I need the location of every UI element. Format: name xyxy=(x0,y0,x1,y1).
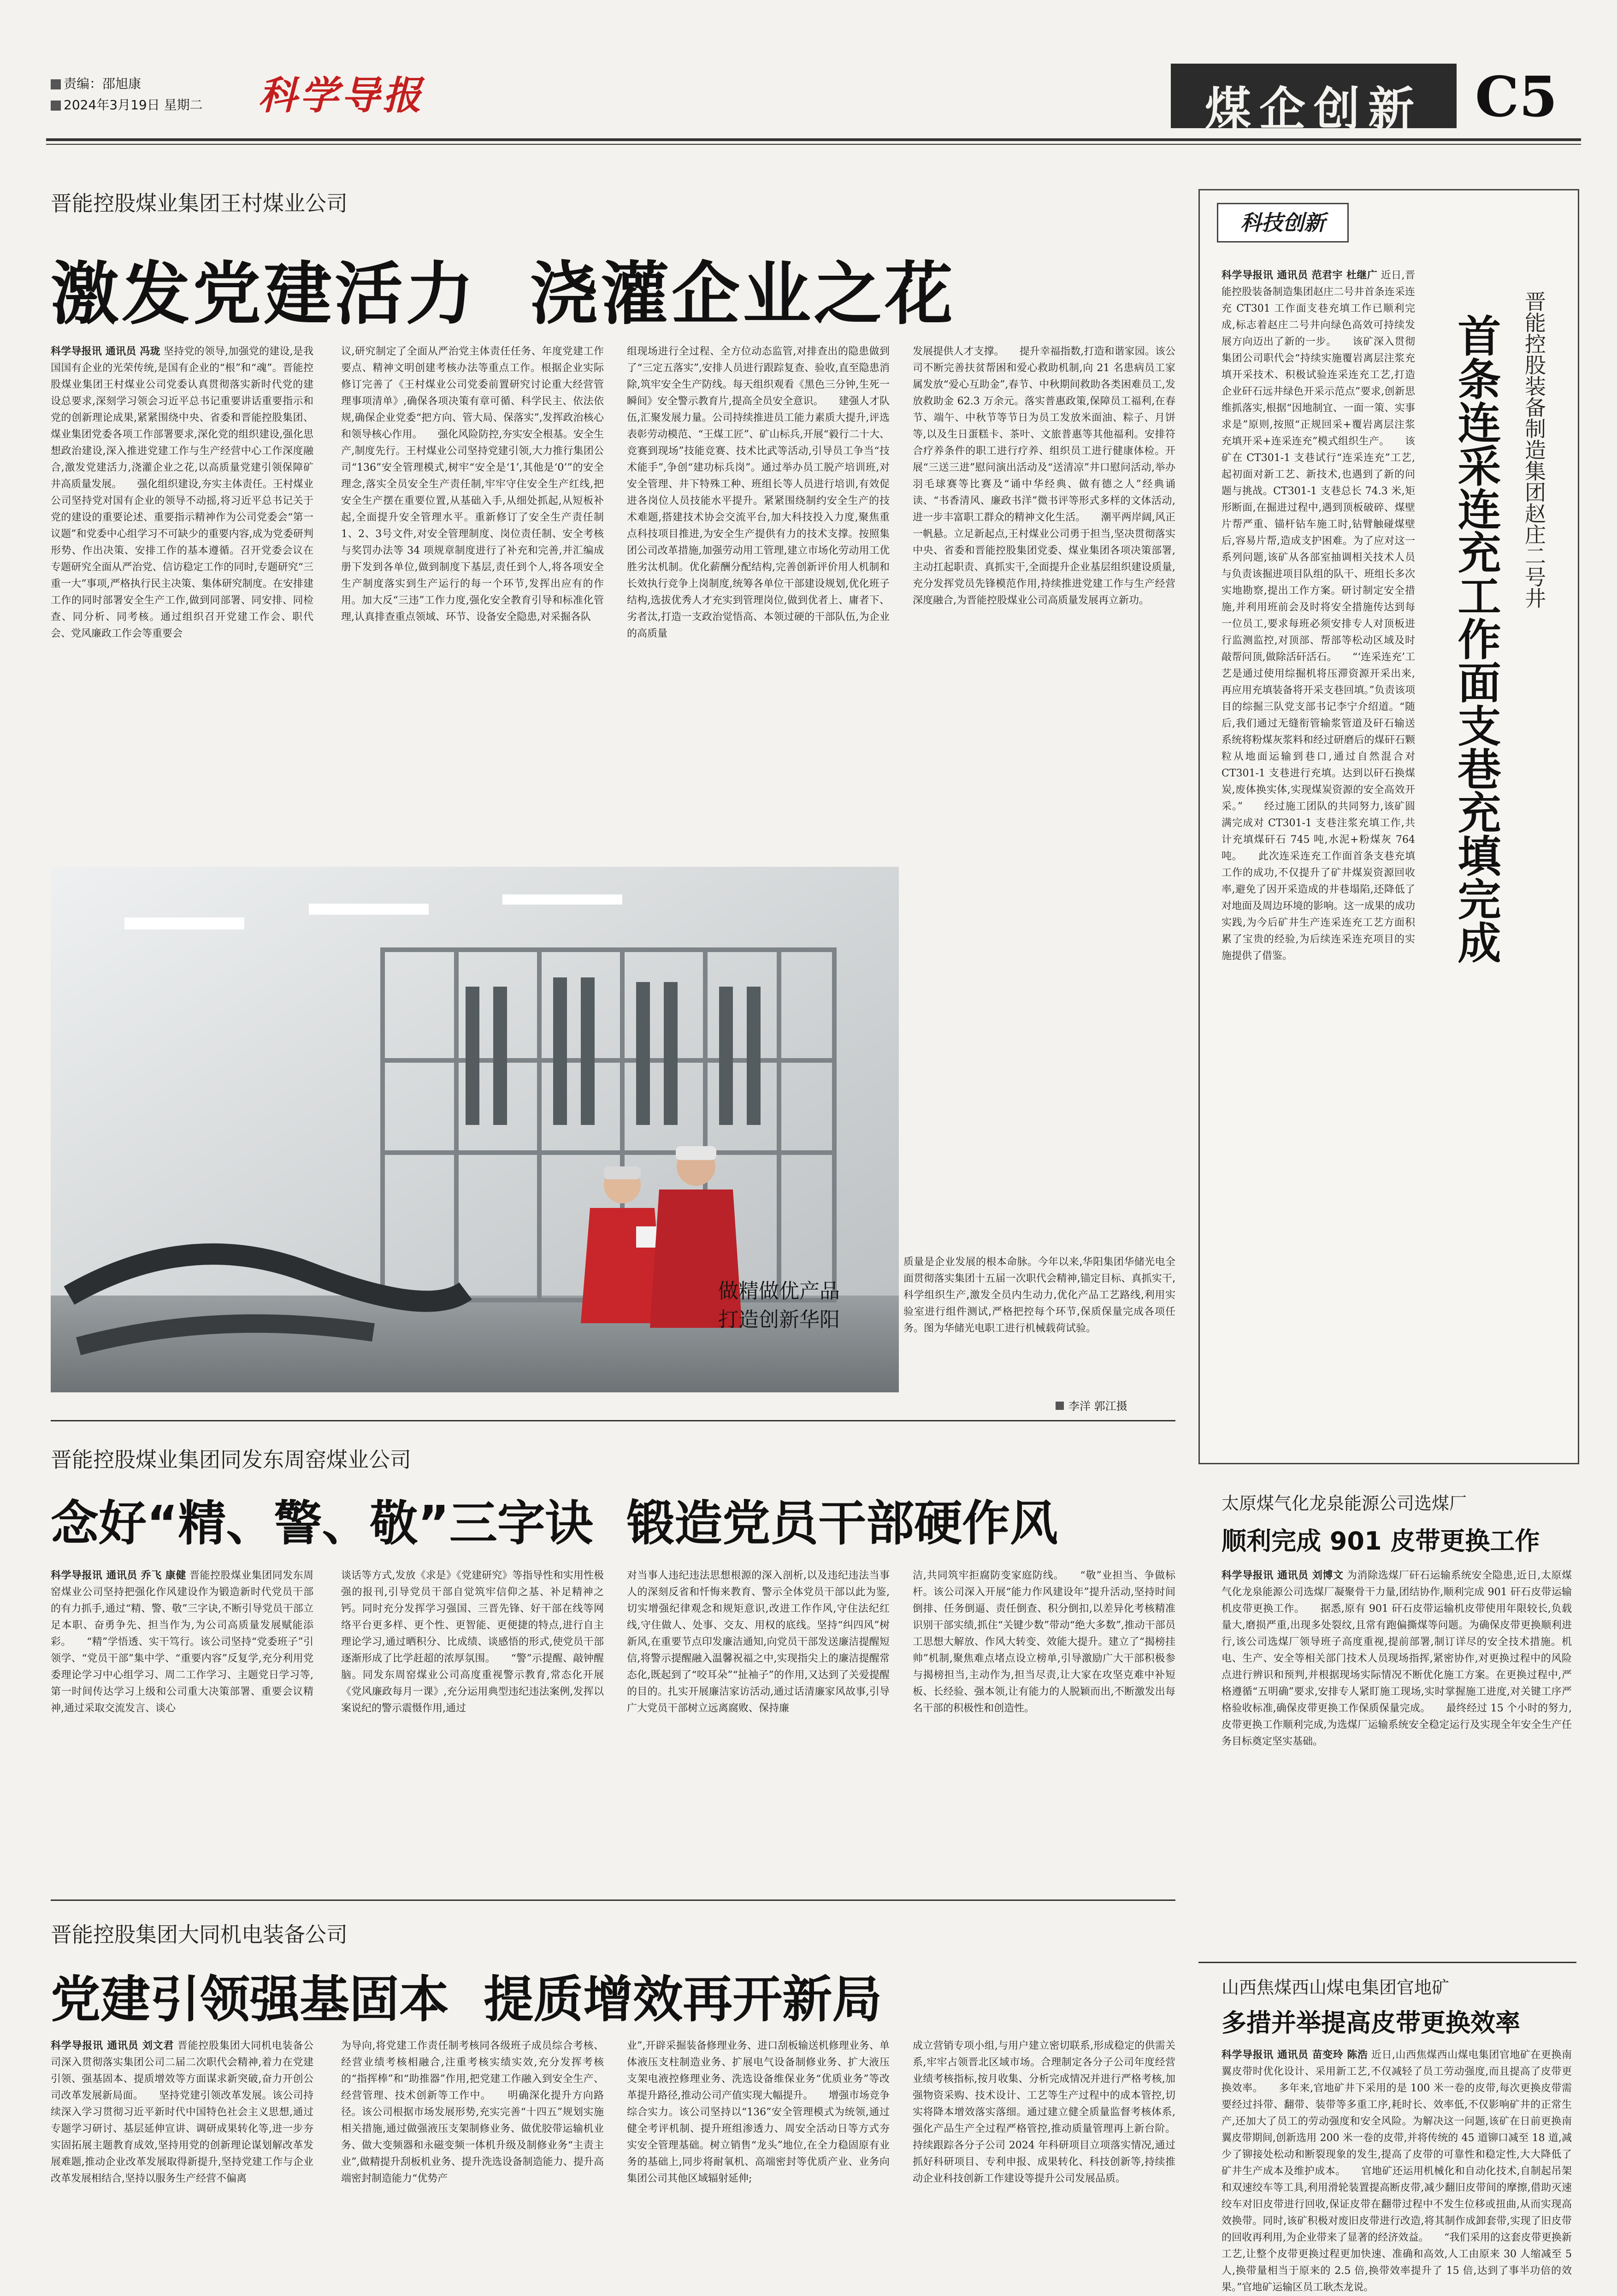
right-section-divider xyxy=(1198,1962,1576,1963)
article1-col1-text: 坚持党的领导,加强党的建设,是我国国有企业的光荣传统,是国有企业的“根”和“魂”。晋能控股煤业集团王村煤业公司党委认真贯彻落实新时代党的建设总要求,深刻学习领会习近平总书记重要讲话重要指示和党的创新理论成果,紧紧围绕中央、省委和晋能控股集团、煤业集团党委各项工作部署要求,深化党的组织建设,强化思想政治建设,深入推进党建工作与生产经营中心工作深度融合,激发党建活力,浇灌企业之花,以高质量党建引领保障矿井高质量发展。 强化组织建设,夯实主体责任。王村煤业公司坚持党对国有企业的领导不动摇,将习近平总书记关于党的建设的重要论述、重要指示精神作为公司党委会“第一议题”和党委中心组学习不可缺少的重要内容,成为党委研判形势、作出决策、安排工作的基本遵循。召开党委会议在专题研究全面从严治党、信访稳定工作的同时,专题研究“三重一大”事项,严格执行民主决策、集体研究制度。在安排建工作的同时部署安全生产工作,做到同部署、同安排、同检查、同分析、同考核。通过组织召开党建工作会、职代会、党风廉政工作会等重要会 xyxy=(51,346,313,639)
sidebar-byline: 科学导报讯 通讯员 范君宇 杜继广 xyxy=(1222,270,1378,281)
article3-kicker: 晋能控股集团大同机电装备公司 xyxy=(51,1922,348,1947)
editor-line: 责编：邵旭康 xyxy=(51,74,141,92)
right-article3-kicker: 山西焦煤西山煤电集团官地矿 xyxy=(1222,1977,1450,1998)
article1-column-1 xyxy=(51,343,313,855)
article2-column-3: 对当事人违纪违法思想根源的深入剖析,以及违纪违法当事人的深刻反省和忏悔来教育、警示全体党员干部以此为鉴,切实增强纪律观念和规矩意识,改进工作作风,守住法纪红线,守住做人、处事、交友、用权的底线。坚持“纠四风”树新风,在重要节点印发廉洁通知,向党员干部发送廉洁提醒短信,将警示提醒融入温馨祝福之中,实现指尖上的廉洁提醒常态化,既起到了“咬耳朵”“扯袖子”的作用,又达到了关爱提醒的目的。扎实开展廉洁家访活动,通过话清廉家风故事,引导广大党员干部树立远离腐败、保持廉 xyxy=(627,1570,890,1714)
section-title-box xyxy=(1171,64,1457,136)
article2-headline: 念好“精、警、敬”三字诀 锻造党员干部硬作风 xyxy=(51,1495,1058,1551)
article1-column-3: 组现场进行全过程、全方位动态监管,对排查出的隐患做到了“三定五落实”,安排人员进行跟踪复查、验收,直至隐患消除,筑牢安全生产防线。每天组织观看《黑色三分钟,生死一瞬间》安全警示教育片,提高全员安全意识。 建强人才队伍,汇聚发展力量。公司持续推进员工能力素质大提升,评选表彰劳动模范、“王煤工匠”、矿山标兵,开展“毅行二十大、竞赛到现场”技能竞赛、技术比武等活动,引导员工争当“技术能手”,争创“建功标兵岗”。通过举办员工脱产培训班,对安全管理、井下特殊工种、班组长等人员进行培训,有效促进各岗位人员技能水平提升。紧紧围绕制约安全生产的技术难题,搭建技术协会交流平台,加大科技投入力度,聚焦重点科技项目推进,为安全生产提供有力的技术支撑。按照集团公司改革措施,加强劳动用工管理,建立市场化劳动用工优胜劣汰机制。优化薪酬分配结构,完善创新评价用人机制和长效执行竞争上岗制度,统筹各单位干部建设规划,优化班子结构,选拔优秀人才充实到管理岗位,做到优者上、庸者下、劣者汰,打造一支政治觉悟高、本领过硬的干部队伍,为企业的高质量 xyxy=(627,346,890,639)
page-number: C5 xyxy=(1475,65,1558,130)
right-article2-kicker: 太原煤气化龙泉能源公司选煤厂 xyxy=(1222,1493,1467,1514)
section-divider xyxy=(51,1900,1175,1901)
sidebar-text-body: 近日,晋能控股装备制造集团赵庄二号井首条连采连充 CT301 工作面支巷充填工作已顺利完成,标志着赵庄二号井向绿色高效可持续发展方向迈出了新的一步。 该矿深入贯彻集团公司职代会“持续实施覆岩离层注浆充填开采技术、积极试验连采连充工艺,打造企业矸石远井绿色开采示范点”要求,创新思维抓落实,根据“因地制宜、一面一策、实事求是”原则,按照“正规回采+覆岩离层注浆充填开采+连采连充”模式组织生产。 该矿在 CT301-1 支巷试行“连采连充”工艺,起初面对新工艺、新技术,也遇到了新的问题与挑战。CT301-1 支巷总长 74.3 米,矩形断面,在掘进过程中,遇到顶板破碎、煤壁片帮严重、锚杆钻车施工时,钻臂触碰煤壁后,容易片帮,造成支护困难。为了应对这一系列问题,该矿从各部室抽调相关技术人员与负责该掘进项目队组的队干、班组长多次实地勘察,提出工作方案。研讨制定安全措施,并利用班前会及时将安全措施传达到每一位员工,要求每班必须安排专人对顶板进行监测监控,对顶部、帮部等松动区域及时敲帮问顶,做除活矸活石。 “‘连采连充’工艺是通过使用综掘机将压滞资源开采出来,再应用充填装备将开采支巷回填。”负责该项目的综掘三队党支部书记李宁介绍道。“随后,我们通过无缝衔管输浆管道及矸石输送系统将粉煤灰浆料和经过研磨后的煤矸石颗粒从地面运输到巷口,通过自然混合对 CT301-1 支巷进行充填。达到以矸石换煤炭,废体换实体,实现煤炭资源的安全高效开采。” 经过施工团队的共同努力,该矿圆满完成对 CT301-1 支巷注浆充填工作,共计充填煤矸石 745 吨,水泥+粉煤灰 764 吨。 此次连采连充工作面首条支巷充填工作的成功,不仅提升了矿井煤炭资源回收率,避免了因开采造成的井巷塌陷,还降低了对地面及周边环境的影响。这一成果的成功实践,为今后矿井生产连采连充工艺方面积累了宝贵的经验,为后续连采连充项目的实施提供了借鉴。 xyxy=(1222,270,1416,962)
photo-caption: 质量是企业发展的根本命脉。今年以来,华阳集团华储光电全面贯彻落实集团十五届一次职代会精神,锚定目标、真抓实干,科学组织生产,激发全员内生动力,优化产品工艺路线,利用实验室进行组件测试,严格把控每个环节,保质保量完成各项任务。图为华储光电职工进行机械载荷试验。 xyxy=(903,1256,1175,1334)
square-bullet-icon xyxy=(51,79,61,89)
article1-column-4: 发展提供人才支撑。 提升幸福指数,打造和谐家园。该公司不断完善扶贫帮困和爱心救助机制,向 21 名患病员工家属发放“爱心互助金”,春节、中秋期间救助各类困难员工,发放救助金 62.3 万余元。落实普惠政策,保障员工福利,在春节、端午、中秋节等节日为员工发放米面油、粽子、月饼等,以及生日蛋糕卡、茶叶、文旅普惠等其他福利。安排符合疗养条件的职工进行疗养、组织员工进行健康体检。开展“三送三进”慰问演出活动及“送清凉”井口慰问活动,举办羽毛球赛等比赛及“诵中华经典、做有德之人”经典诵读、“书香清风、廉政书洋”微书评等形式多样的文体活动,进一步丰富职工群众的精神文化生活。 潮平两岸阔,风正一帆悬。立足新起点,王村煤业公司勇于担当,坚决贯彻落实中央、省委和晋能控股集团党委、煤业集团各项决策部署,主动扛起职责、真抓实干,全面提升企业基层组织建设质量,充分发挥党员先锋模范作用,持续推进党建工作与生产经营深度融合,为晋能控股煤业公司高质量发展再立新功。 xyxy=(913,346,1175,606)
news-photo xyxy=(51,867,899,1392)
article3-column-2: 为导向,将党建工作责任制考核同各级班子成员综合考核、经营业绩考核相融合,注重考核实绩实效,充分发挥考核的“指挥棒”和“助推器”作用,把党建工作融入到安全生产、经营管理、技术创新等工作中。 明确深化提升方向路径。该公司根据市场发展形势,充实完善“十四五”规划实施相关措施,通过做强液压支架制修业务、做优胶带运输机业务、做大变频器和永磁变频一体机升级及制修业务“主责主业”,做精提升刮板机业务、提升洗选设备制造能力、提升高端密封制造能力“优势产 xyxy=(341,2040,604,2184)
right-article2-byline: 科学导报讯 通讯员 刘博文 xyxy=(1222,1570,1344,1581)
article2-column-4: 洁,共同筑牢拒腐防变家庭防线。 “敬”业担当、争做标杆。该公司深入开展“能力作风建设年”提升活动,坚持时间倒排、任务倒逼、责任倒查、积分倒扣,以差异化考核精准识别干部实绩,抓住“关键少数”带动“绝大多数”,推动干部员工思想大解放、作风大转变、效能大提升。建立了“揭榜挂帅”机制,聚焦难点堵点设立榜单,引导激励广大干部积极参与揭榜担当,主动作为,担当尽责,让大家在攻坚克难中补短板、长经验、强本领,让有能力的人脱颖而出,不断激发出每名干部的积极性和创造性。 xyxy=(913,1570,1175,1714)
article2-col1-text: 晋能控股煤业集团同发东周窑煤业公司坚持把强化作风建设作为锻造新时代党员干部的有力抓手,通过“精、警、敬”三字诀,不断引导党员干部立足本职、奋勇争先、担当作为,为公司高质量发展赋能添彩。 “精”学悟透、实干笃行。该公司坚持“党委班子”引领学、“党员干部”集中学、“重要内容”反复学,充分利用党委理论学习中心组学习、周二工作学习、主题党日学习等,第一时间传达学习上级和公司重大决策部署、重要会议精神,通过采取交流发言、谈心 xyxy=(51,1570,313,1714)
article3-col1-text: 晋能控股集团大同机电装备公司深入贯彻落实集团公司二届二次职代会精神,着力在党建引领、强基固本、提质增效等方面谋求新突破,奋力开创公司改革发展新局面。 坚持党建引领改革发展。该公司持续深入学习贯彻习近平新时代中国特色社会主义思想,通过专题学习研讨、基层延伸宣讲、调研成果转化等,进一步夯实固拓展主题教育成效,坚持用党的创新理论谋划解改革发展难题,推动企业改革发展取得新提升,坚持党建工作与企业改革发展相结合,坚持以服务生产经营不偏离 xyxy=(51,2040,313,2184)
article3-byline: 科学导报讯 通讯员 刘文君 xyxy=(51,2040,174,2052)
article2-column-1 xyxy=(51,1568,313,1890)
right-article3-body: 近日,山西焦煤西山煤电集团官地矿在更换南翼皮带时优化设计、采用新工艺,不仅减轻了员工劳动强度,而且提高了皮带更换效率。 多年来,官地矿井下采用的是 100 米一卷的皮带,每次更换皮带需要经过抖带、翻带、装带等多重工序,耗时长、效率低,不仅影响矿井的正常生产,还加大了员工的劳动强度和安全风险。为解决这一问题,该矿在日前更换南翼皮带期间,创新选用 200 米一卷的皮带,并将传统的 45 道铆口减至 18 道,减少了铆接处松动和断裂现象的发生,提高了皮带的可靠性和稳定性,大大降低了矿井生产成本及维护成本。 官地矿还运用机械化和自动化技术,自制起吊架和双速绞车等工具,利用滑轮装置提高断皮带,减少翻旧皮带间的摩擦,借助灭速绞车对旧皮带进行回收,保证皮带在翻带过程中不发生位移或扭曲,从而实现高效换带。同时,该矿积极对废旧皮带进行改造,将其制作成卸套带,实现了旧皮带的回收再利用,为企业带来了显著的经济效益。 “我们采用的这套皮带更换新工艺,让整个皮带更换过程更加快速、准确和高效,人工由原来 30 人缩减至 5 人,换带量相当于原来的 2.5 倍,换带效率提升了 15 倍,达到了事半功倍的效果。”官地矿运输区员工耿杰龙说。 xyxy=(1222,2049,1572,2293)
date-line: 2024年3月19日 星期二 xyxy=(51,95,203,113)
right-article2-headline: 顺利完成 901 皮带更换工作 xyxy=(1222,1527,1540,1556)
article3-column-3: 业”,开辟采掘装备修理业务、进口刮板输送机修理业务、单体液压支柱制造业务、扩展电气设备制修业务、扩大液压支架电液控修理业务、洗选设备维保业务“优质业务”等改革提升路径,推动公司产值实现大幅提升。 增强市场竞争综合实力。该公司坚持以“136”安全管理模式为统领,通过健全考评机制、提升班组渗透力、周安全活动日等方式夯实安全管理基础。树立销售“龙头”地位,在全力稳固原有业务的基础上,同步将耐氧机、高端密封等优质产业、业务向集团公司其他区域辐射延伸; xyxy=(627,2040,890,2184)
sidebar-kicker: 晋能控股装备制造集团赵庄二号井 xyxy=(1522,290,1546,609)
sidebar-headline: 首条连采连充工作面支巷充填完成 xyxy=(1450,314,1500,964)
section-divider xyxy=(51,1420,1175,1421)
article2-byline: 科学导报讯 通讯员 乔飞 康健 xyxy=(51,1570,186,1581)
right-article3-text xyxy=(1222,2047,1572,2293)
article1-headline: 激发党建活力 浇灌企业之花 xyxy=(51,254,956,334)
masthead-rule xyxy=(46,138,1581,141)
photo-credit: 李洋 郭江摄 xyxy=(1056,1397,1127,1413)
sidebar-label: 科技创新 xyxy=(1217,203,1349,243)
right-article3-byline: 科学导报讯 通讯员 苗变玲 陈浩 xyxy=(1222,2049,1368,2061)
article1-column-2: 议,研究制定了全面从严治党主体责任任务、年度党建工作要点、精神文明创建考核办法等重点工作。根据企业实际修订完善了《王村煤业公司党委前置研究讨论重大经营管理事项清单》,确保各项决策有章可循、科学民主、依法依规,确保企业党委“把方向、管大局、保落实”,发挥政治核心和领导核心作用。 强化风险防控,夯实安全根基。安全生产,制度先行。王村煤业公司坚持党建引领,大力推行集团公司“136”安全管理模式,树牢“安全是‘1’,其他是‘0’”的安全理念,落实全员安全生产责任制,牢牢守住安全生产红线,把安全生产摆在重要位置,从基础入手,从细处抓起,从短板补起,全面提升安全管理水平。重新修订了安全生产责任制1、2、3号文件,对安全管理制度、岗位责任制、安全考核与奖罚办法等 34 项规章制度进行了补充和完善,并汇编成册下发到各单位,做到制度下基层,责任到个人,将各项安全生产制度落实到生产运行的每一个环节,发挥出应有的作用。加大反“三违”工作力度,强化安全教育引导和标准化管理,认真排查重点领域、环节、设备安全隐患,对采掘各队 xyxy=(341,346,604,623)
photo-title-line-2: 打造创新华阳 xyxy=(718,1308,840,1331)
article1-kicker: 晋能控股煤业集团王村煤业公司 xyxy=(51,191,348,216)
right-article3-headline: 多措并举提高皮带更换效率 xyxy=(1222,2008,1520,2037)
section-title: 煤企创新 xyxy=(1205,82,1422,136)
article3-column-1 xyxy=(51,2038,313,2250)
photo-title xyxy=(668,1277,890,1334)
right-article2-text xyxy=(1222,1568,1572,1950)
article2-column-2: 谈话等方式,发放《求是》《党建研究》等指导性和实用性极强的报刊,引导党员干部自觉筑牢信仰之基、补足精神之钙。同时充分发挥学习强国、三晋先锋、好干部在线等网络平台更多样、更个性、更智能、更便捷的特点,进行自主理论学习,通过晒积分、比成绩、谈感悟的形式,使党员干部逐渐形成了比学赶超的浓厚氛围。 “警”示提醒、敲钟醒脑。同发东周窑煤业公司高度重视警示教育,常态化开展《党风廉政每月一课》,充分运用典型违纪违法案例,发挥以案说纪的警示震慑作用,通过 xyxy=(341,1570,604,1714)
article3-headline: 党建引领强基固本 提质增效再开新局 xyxy=(51,1971,882,2029)
article2-kicker: 晋能控股煤业集团同发东周窑煤业公司 xyxy=(51,1447,411,1472)
article1-byline: 科学导报讯 通讯员 冯珑 xyxy=(51,346,160,357)
article3-column-4: 成立营销专项小组,与用户建立密切联系,形成稳定的供需关系,牢牢占领晋北区域市场。合理制定各分子公司年度经营业绩考核指标,按月收集、分析完成情况并进行严格考核,加强物资采购、技术设计、工艺等生产过程中的成本管控,切实将降本增效落实落细。通过建立健全质量监督考核体系,强化产品生产全过程严格管控,推动质量管理再上新台阶。持续跟踪各分子公司 2024 年科研项目立项落实情况,通过抓好科研项目、专利申报、成果转化、科技创新等,持续推动企业科技创新工作建设等提升公司发展品质。 xyxy=(913,2040,1175,2184)
right-article2-body: 为消除选煤厂矸石运输系统安全隐患,近日,太原煤气化龙泉能源公司选煤厂凝聚骨干力量,团结协作,顺利完成 901 矸石皮带运输机皮带更换工作。 据悉,原有 901 矸石皮带运输机皮带使用年限较长,负载量大,磨损严重,出现多处裂纹,且常有跑偏撕煤等问题。为确保皮带更换顺利进行,该公司选煤厂领导班子高度重视,提前部署,制订详尽的安全技术措施。机电、生产、安全等相关部门技术人员现场指挥,紧密协作,对更换过程中的风险点进行辨识和预判,并根据现场实际情况不断优化施工方案。在更换过程中,严格遵循“五明确”要求,安排专人紧盯施工现场,实时掌握施工进度,对关键工序严格验收标准,确保皮带更换工作保质保量完成。 最终经过 15 个小时的努力,皮带更换工作顺利完成,为选煤厂运输系统安全稳定运行及实现全年安全生产任务目标奠定坚实基础。 xyxy=(1222,1570,1572,1747)
sidebar-text xyxy=(1222,267,1415,1309)
square-bullet-icon xyxy=(1056,1402,1064,1410)
photo-title-line-1: 做精做优产品 xyxy=(718,1279,840,1303)
masthead-rule-thin xyxy=(46,144,1581,145)
paper-name: 科学导报 xyxy=(258,72,425,118)
square-bullet-icon xyxy=(51,101,61,111)
